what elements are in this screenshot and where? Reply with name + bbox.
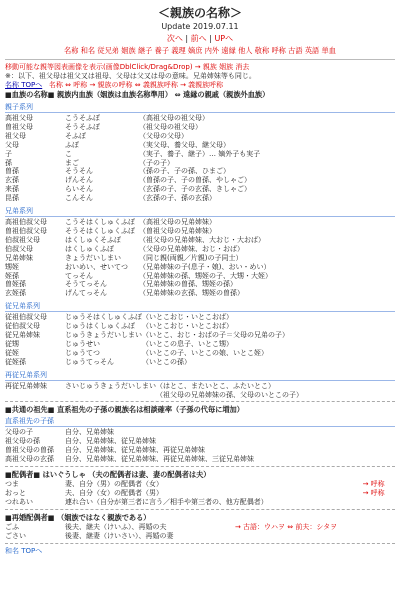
description: （父母の兄弟姉妹、おじ・おば） <box>139 244 244 253</box>
reading: こんそん <box>65 194 93 203</box>
category-link[interactable]: 遠縁 <box>221 46 236 55</box>
table-row <box>5 218 395 227</box>
up-link[interactable]: UPへ <box>214 34 234 43</box>
table-cell: 自分、兄弟姉妹、従兄弟姉妹 <box>65 437 156 446</box>
description: （高祖父母の祖父母） <box>139 114 209 122</box>
table-cell: 祖父母の孫 <box>5 437 40 446</box>
table-row <box>5 194 395 203</box>
relative-name: 従姪孫 <box>5 357 26 366</box>
table-row <box>5 391 395 400</box>
table-cell: 曽祖父母の曽孫 <box>5 446 54 455</box>
reading: そうそはくしゅくふぼ <box>65 226 135 235</box>
reading: じゅうてっそん <box>65 357 114 366</box>
notice-line-2: ※：以下、祖父母は祖父又は祖母、父母は父又は母の意味。兄弟姉妹等も同じ。 <box>5 72 256 80</box>
footer-top-link[interactable]: 和名 TOPへ <box>5 546 43 555</box>
description: （孫の子、子の孫、ひまご） <box>139 167 230 176</box>
relative-name: 玄孫 <box>5 176 19 185</box>
table-row <box>5 123 395 132</box>
table-row <box>5 227 395 236</box>
relative-name: 従甥 <box>5 339 19 348</box>
reading: そうそふぼ <box>65 122 100 131</box>
page-title: ＜親族の名称＞ <box>157 6 242 20</box>
category-link[interactable]: 呼称 <box>271 46 286 55</box>
table-cell: ごさい <box>5 531 26 540</box>
category-link[interactable]: 名称 <box>64 46 79 55</box>
spouse-heading: ■配偶者■ はいぐうしゃ （夫の配偶者は妻、妻の配偶者は夫） <box>5 470 211 480</box>
reading: じゅうきょうだいしまい <box>65 331 142 340</box>
relative-name: 従祖伯叔父母 <box>5 313 47 322</box>
table-row <box>5 313 395 322</box>
description: （兄弟姉妹の玄孫、甥姪の曽孫） <box>139 289 244 298</box>
reading: こうそふぼ <box>65 114 100 122</box>
description: （玄孫の子、子の玄孫、きしゃご） <box>139 185 251 194</box>
common-ancestor-section <box>5 405 395 464</box>
table-cell: つれあい <box>5 497 33 506</box>
relative-section <box>5 102 395 203</box>
table-cell: つま <box>5 480 19 489</box>
description: （同じ親(両親／片親)の子同士） <box>139 253 243 262</box>
prev-link[interactable]: 前へ <box>190 34 207 43</box>
table-row <box>5 245 395 254</box>
common-ancestor-table <box>5 428 395 464</box>
table-cell: 高祖父母の玄孫 <box>5 455 54 464</box>
direct-ancestor-subhead: 直系祖先の子孫 <box>5 416 395 427</box>
table-cell: 父母の子 <box>5 428 33 437</box>
description: （実子、養子、継子）… 嫡外子も実子 <box>139 149 261 158</box>
spouse-table <box>5 480 395 507</box>
table-row <box>5 489 395 498</box>
relative-name: 従兄弟姉妹 <box>5 331 40 340</box>
table-cell[interactable] <box>235 532 395 541</box>
description: （曽祖父母の兄弟姉妹） <box>139 226 216 235</box>
reading: はくしゅくふぼ <box>65 244 114 253</box>
description: （父母の父母） <box>139 131 188 140</box>
table-row <box>5 382 395 391</box>
description: （いとこの息子、いとこ甥） <box>142 339 233 348</box>
table-row <box>5 428 395 437</box>
table-row <box>5 322 395 331</box>
section-heading: 兄弟系列 <box>5 206 395 217</box>
relative-name: 姪孫 <box>5 271 19 280</box>
category-link[interactable]: 他人 <box>238 46 253 55</box>
reading: じゅうせい <box>65 339 100 348</box>
category-link[interactable]: 義理 <box>171 46 186 55</box>
divider <box>5 466 395 467</box>
relative-name: 従伯叔父母 <box>5 322 40 331</box>
table-row <box>5 132 395 141</box>
reading: こうそはくしゅくふぼ <box>65 218 135 227</box>
reading: じゅうてつ <box>65 348 100 357</box>
relative-name: 曽祖父母 <box>5 122 33 131</box>
reading: らいそん <box>65 185 93 194</box>
table-row <box>5 185 395 194</box>
description: （祖父母の兄弟姉妹の孫、父母のいとこの子） <box>156 390 303 399</box>
relative-name: 玄姪孫 <box>5 289 26 298</box>
relative-name: 従姪 <box>5 348 19 357</box>
category-link[interactable]: 内外 <box>204 46 220 55</box>
relative-name: 再従兄弟姉妹 <box>5 381 47 390</box>
table-row <box>5 254 395 263</box>
relative-sections <box>5 102 395 399</box>
description: （曽孫の子、子の曽孫、やしゃご） <box>139 176 251 185</box>
category-link[interactable]: 古語 <box>288 46 303 55</box>
table-cell[interactable]: → 呼称 <box>362 489 385 497</box>
table-cell: 夫、自分（女）の配偶者（男） <box>65 489 163 497</box>
table-row <box>5 263 395 272</box>
remarried-section <box>5 513 395 541</box>
relative-table <box>5 114 395 203</box>
relative-name: 高祖父母 <box>5 114 33 122</box>
table-row <box>5 289 395 298</box>
description: （兄弟姉妹の孫、甥姪の子、大甥・大姪） <box>139 271 272 280</box>
description: （いとこおじ・いとこおば） <box>142 322 233 331</box>
section-heading: 再従兄弟系列 <box>5 370 395 381</box>
table-row <box>5 331 395 340</box>
relative-section <box>5 301 395 366</box>
divider <box>5 59 395 60</box>
notice-line-1[interactable]: 移動可能な親等図表画像を表示(画像DblClick/Drag&Drop) → 親族 姻族 消去 <box>5 63 250 71</box>
relative-section <box>5 206 395 298</box>
table-cell: 連れ合い（自分が第三者に言う／相手や第三者の、他方配偶者） <box>65 497 268 506</box>
relative-name: 曽孫 <box>5 167 19 176</box>
reading: さいじゅうきょうだいしまい <box>65 381 156 390</box>
remarried-heading: ■再婚配偶者■ （姻族ではなく親族である） <box>5 512 151 522</box>
reading: きょうだいしまい <box>65 253 121 262</box>
table-cell: 妻、自分（男）の配偶者（女） <box>65 480 163 489</box>
relative-table <box>5 382 395 400</box>
table-row <box>5 455 395 464</box>
category-link[interactable]: 嫡庶 <box>188 46 203 55</box>
table-row <box>5 523 395 532</box>
relative-name: 孫 <box>5 158 12 167</box>
table-row <box>5 498 395 507</box>
reading: そうてっそん <box>65 280 107 289</box>
category-link[interactable]: 継子 <box>137 46 153 55</box>
name-call-links[interactable]: 名称 ⇔ 呼称 → 親族の呼称 ⇔ 義親族呼称 → 義親族呼称 <box>48 81 224 89</box>
category-link[interactable]: 英語 <box>304 46 320 55</box>
description: （玄孫の子、孫の玄孫） <box>139 194 216 203</box>
description: （子の子） <box>139 158 174 167</box>
description: （祖父母の兄弟姉妹、大おじ・大おば） <box>139 235 265 244</box>
name-top-link[interactable]: 名称 TOPへ <box>5 81 43 89</box>
reading: まご <box>65 158 79 167</box>
relative-section <box>5 370 395 400</box>
relative-name: 曽姪孫 <box>5 280 26 289</box>
top-nav: 次へ | 前へ | UPへ <box>166 34 234 43</box>
table-row <box>5 114 395 123</box>
description: （いとこの孫） <box>142 357 191 366</box>
table-row <box>5 167 395 176</box>
relative-name: 曽祖伯叔父母 <box>5 226 47 235</box>
table-cell: 後夫、継夫（けいふ）、再婚の夫 <box>65 522 167 531</box>
divider <box>5 509 395 510</box>
description: （いとこ、おじ・おばの子＝父母の兄弟の子） <box>142 331 289 340</box>
description: （はとこ、またいとこ、ふたいとこ） <box>156 381 275 390</box>
table-cell: ごふ <box>5 522 19 531</box>
reading: こ <box>65 149 72 158</box>
divider <box>5 401 395 402</box>
category-link[interactable]: 姻族 <box>121 46 136 55</box>
description: （実父母、養父母、継父母） <box>139 140 230 149</box>
category-link[interactable]: 養子 <box>154 46 170 55</box>
category-link[interactable]: 和名 <box>80 46 96 55</box>
relative-table <box>5 313 395 366</box>
relative-name: 兄弟姉妹 <box>5 253 33 262</box>
reading: はくしゅくそふぼ <box>65 235 121 244</box>
notice-block <box>5 63 395 99</box>
table-row <box>5 532 395 541</box>
table-row <box>5 236 395 245</box>
remarried-table <box>5 523 395 541</box>
relative-name: 昆孫 <box>5 194 19 203</box>
relative-name: 祖父母 <box>5 131 26 140</box>
table-cell: 自分、兄弟姉妹 <box>65 428 114 437</box>
description: （高祖父母の兄弟姉妹） <box>139 218 216 227</box>
description: （兄弟姉妹の子(息子・娘)、おい・めい） <box>139 262 271 271</box>
reading: じゅうそはくしゅくふぼ <box>65 313 142 322</box>
divider <box>5 543 395 544</box>
reading: そふぼ <box>65 131 86 140</box>
section-heading: 親子系列 <box>5 102 395 113</box>
relative-table <box>5 218 395 298</box>
reading: ふぼ <box>65 140 79 149</box>
table-row <box>5 280 395 289</box>
table-row <box>5 358 395 367</box>
relative-name <box>5 391 65 400</box>
table-cell: 後妻、継妻（けいさい）、再婚の妻 <box>65 531 174 540</box>
reading: じゅうはくしゅくふぼ <box>65 322 135 331</box>
spouse-section <box>5 470 395 507</box>
table-cell: 自分、兄弟姉妹、従兄弟姉妹、再従兄弟姉妹 <box>65 446 205 455</box>
table-row <box>5 150 395 159</box>
description: （いとこの子、いとこの娘、いとこ姪） <box>142 348 268 357</box>
category-link[interactable]: 敬称 <box>254 46 270 55</box>
category-nav <box>5 46 395 56</box>
table-cell[interactable] <box>363 498 395 507</box>
table-cell[interactable]: → 古語：ウハヲ ⇔ 前夫：シタヲ <box>234 522 338 531</box>
table-cell[interactable]: → 呼称 <box>362 480 385 489</box>
relative-name: 子 <box>5 149 12 158</box>
relative-name: 甥姪 <box>5 262 19 271</box>
table-cell: おっと <box>5 489 26 497</box>
reading <box>65 391 156 400</box>
next-link[interactable]: 次へ <box>166 34 183 43</box>
relative-name: 父母 <box>5 140 19 149</box>
description: （兄弟姉妹の曽孫、甥姪の孫） <box>139 280 237 289</box>
relative-name: 伯叔父母 <box>5 244 33 253</box>
table-row <box>5 141 395 150</box>
reading: てっそん <box>65 271 93 280</box>
category-link[interactable]: 従兄弟 <box>97 46 119 55</box>
table-cell: 自分、兄弟姉妹、従兄弟姉妹、再従兄弟姉妹、三従兄弟姉妹 <box>65 455 254 464</box>
table-row <box>5 446 395 455</box>
section-heading: 従兄弟系列 <box>5 301 395 312</box>
common-ancestor-heading: ■共通の祖先■ 直系祖先の子孫の親族名は相談確率（子孫の代毎に増加） <box>5 405 244 415</box>
table-row <box>5 437 395 446</box>
reading: げんてっそん <box>65 289 107 298</box>
relative-name: 伯叔祖父母 <box>5 235 40 244</box>
relative-name: 来孫 <box>5 185 19 194</box>
table-row <box>5 480 395 489</box>
reading: そうそん <box>65 167 93 176</box>
table-row <box>5 176 395 185</box>
description: （いとこおじ・いとこおば） <box>142 313 233 322</box>
description: （祖父母の祖父母） <box>139 122 202 131</box>
blood-relatives-heading: ■血族の名称■ 親族内血族（姻族は血族名称準用） ⇔ 遠縁の親戚（親族外血族） <box>5 90 270 99</box>
update-date: Update 2019.07.11 <box>161 22 239 31</box>
reading: おいめい、せいてつ <box>65 262 128 271</box>
category-link[interactable]: 単血 <box>321 46 336 55</box>
table-row <box>5 349 395 358</box>
reading: げんそん <box>65 176 93 185</box>
table-row <box>5 340 395 349</box>
relative-name: 高祖伯叔父母 <box>5 218 47 227</box>
